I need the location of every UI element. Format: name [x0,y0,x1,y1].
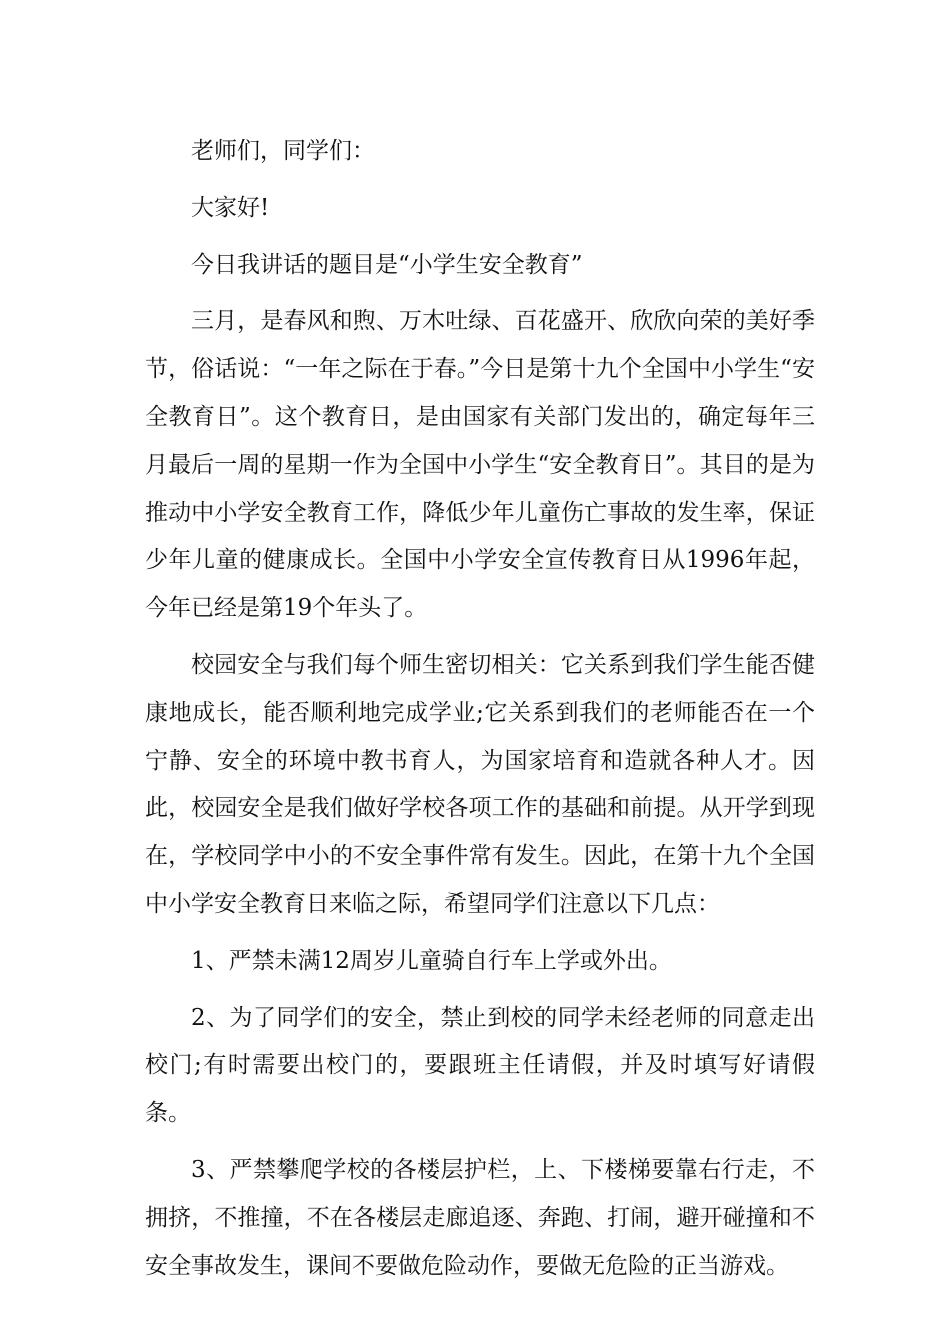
document-body [145,128,815,1290]
rule-item-3: 3、严禁攀爬学校的各楼层护栏，上、下楼梯要靠右行走，不拥挤，不推撞，不在各楼层走廊追逐、奔跑、打闹，避开碰撞和不安全事故发生，课间不要做危险动作，要做无危险的正当游戏。 [145,1156,815,1279]
paragraph-safety-day: 三月，是春风和煦、万木吐绿、百花盛开、欣欣向荣的美好季节，俗话说：“一年之际在于春。”今日是第十九个全国中小学生“安全教育日”。这个教育日，是由国家有关部门发出的，确定每年三月最后一周的星期一作为全国中小学生“安全教育日”。其目的是为推动中小学安全教育工作，降低少年儿童伤亡事故的发生率，保证少年儿童的健康成长。全国中小学安全宣传教育日从1996年起，今年已经是第19个年头了。 [145,308,815,622]
salutation: 老师们，同学们： [191,138,375,164]
rule-item-1: 1、严禁未满12周岁儿童骑自行车上学或外出。 [191,947,672,974]
speech-topic: 今日我讲话的题目是“小学生安全教育” [191,251,583,278]
rule-item-2: 2、为了同学们的安全，禁止到校的同学未经老师的同意走出校门;有时需要出校门的，要跟班主任请假，并及时填写好请假条。 [145,1004,815,1127]
paragraph-campus-safety: 校园安全与我们每个师生密切相关：它关系到我们学生能否健康地成长，能否顺利地完成学业;它关系到我们的老师能否在一个宁静、安全的环境中教书育人，为国家培育和造就各种人才。因此，校园安全是我们做好学校各项工作的基础和前提。从开学到现在，学校同学中小的不安全事件常有发生。因此，在第十九个全国中小学安全教育日来临之际，希望同学们注意以下几点： [145,651,815,917]
greeting: 大家好! [191,194,270,221]
